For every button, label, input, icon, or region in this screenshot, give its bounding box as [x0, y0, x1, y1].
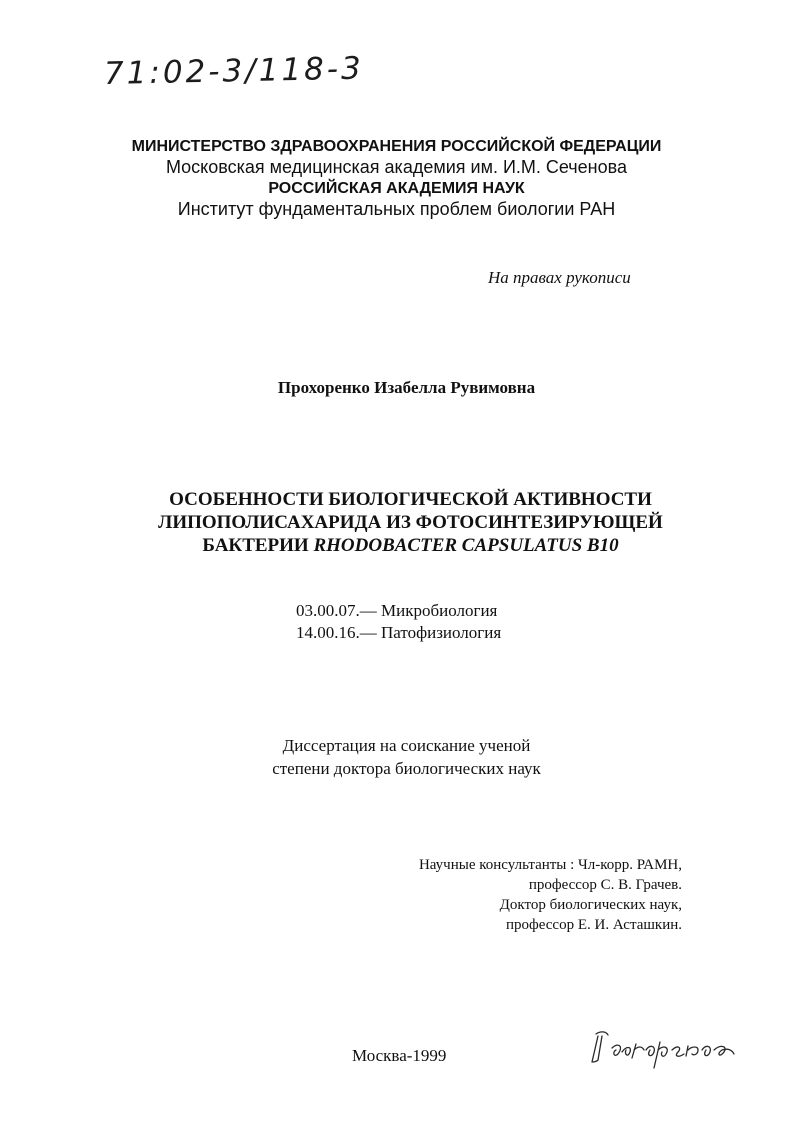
institute-name: Институт фундаментальных проблем биологии РАН — [177, 199, 616, 219]
scientific-consultants — [419, 855, 682, 935]
author-name: Прохоренко Изабелла Рувимовна — [277, 378, 536, 397]
manuscript-rights-note: На правах рукописи — [488, 268, 631, 287]
specialty-codes — [296, 600, 501, 644]
consultants-line-2: профессор С. В. Грачев. — [528, 877, 682, 893]
title-line-2: ЛИПОПОЛИСАХАРИДА ИЗ ФОТОСИНТЕЗИРУЮЩЕЙ — [158, 512, 663, 533]
ministry-name: МИНИСТЕРСТВО ЗДРАВООХРАНЕНИЯ РОССИЙСКОЙ ФЕДЕРАЦИИ — [131, 138, 662, 155]
title-line-1: ОСОБЕННОСТИ БИОЛОГИЧЕСКОЙ АКТИВНОСТИ — [169, 489, 652, 510]
title-line-3-species: RHODOBACTER CAPSULATUS B10 — [313, 535, 619, 556]
handwritten-signature — [582, 1028, 742, 1074]
specialty-item: 03.00.07.— Микробиология — [296, 601, 498, 620]
archive-code-handwritten: 71:02-3/118-3 — [103, 50, 365, 92]
city-and-year: Москва-1999 — [352, 1046, 447, 1065]
degree-line-2: степени доктора биологических наук — [272, 759, 541, 778]
specialty-item: 14.00.16.— Патофизиология — [296, 623, 502, 642]
institution-header — [0, 136, 793, 220]
dissertation-title — [0, 488, 793, 557]
title-line-3 — [0, 534, 793, 557]
ras-name: РОССИЙСКАЯ АКАДЕМИЯ НАУК — [268, 180, 525, 197]
consultants-line-4: профессор Е. И. Асташкин. — [506, 917, 682, 933]
title-line-3-prefix: БАКТЕРИИ — [202, 535, 309, 556]
degree-line-1: Диссертация на соискание ученой — [282, 736, 531, 755]
consultants-line-3: Доктор биологических наук, — [499, 897, 682, 913]
academy-name: Московская медицинская академия им. И.М. Сеченова — [165, 157, 628, 177]
degree-statement — [0, 734, 793, 780]
consultants-line-1: Научные консультанты : Чл-корр. РАМН, — [418, 857, 682, 873]
